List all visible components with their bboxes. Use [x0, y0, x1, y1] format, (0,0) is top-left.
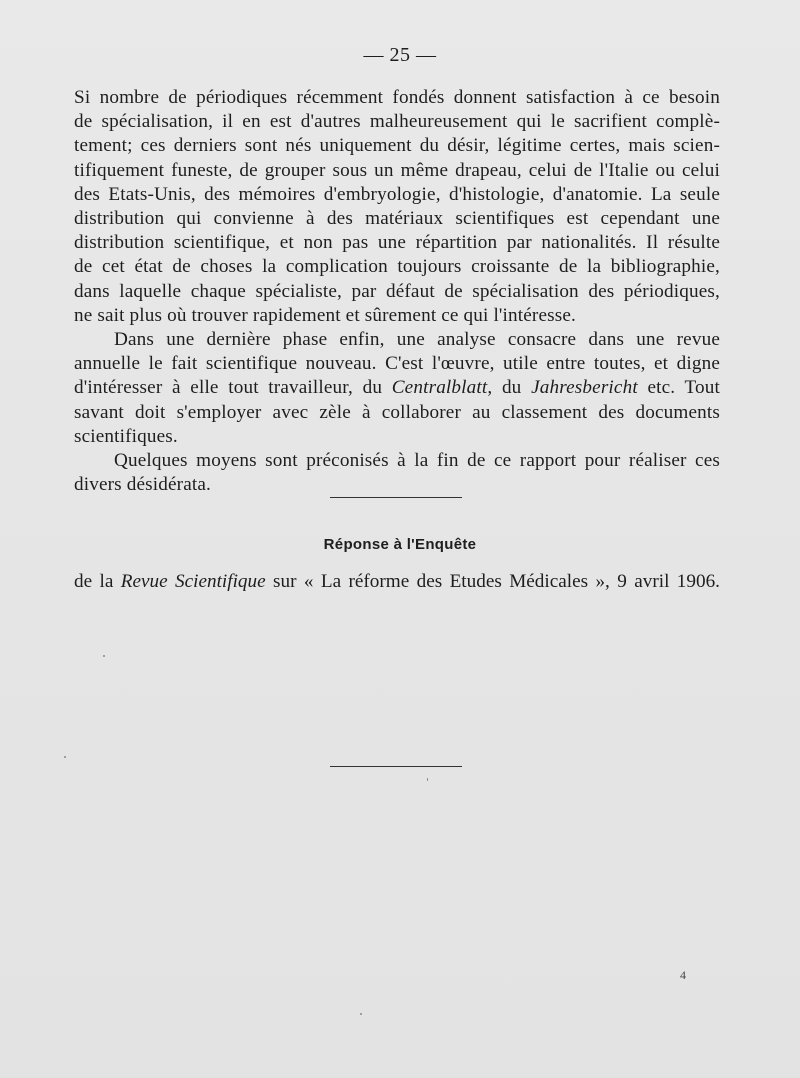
section-subheading [74, 570, 720, 594]
text-line: distribution qui convienne à des matériaux scientifiques est cependant une [74, 208, 720, 230]
text-line: Si nombre de périodiques récemment fondés donnent satisfaction à ce besoin [74, 87, 720, 108]
paper-speck [427, 778, 428, 781]
journal-name: Jahresbericht [531, 377, 638, 399]
subheading-prefix: de la [74, 571, 121, 592]
text-line: tifiquement funeste, de grouper sous un même drapeau, celui de l'Italie ou celui [74, 159, 720, 181]
journal-name: Centralblatt [391, 377, 488, 399]
paragraph-3 [74, 449, 720, 497]
body-text [74, 86, 720, 497]
text-line: de cet état de choses la complication toujours croissante de la bibliographie, [74, 256, 720, 278]
section-divider [330, 497, 462, 498]
paragraph-1 [74, 86, 720, 328]
text-line: d'intéresser à elle tout travailleur, du Centralblatt, du Jahresbericht etc. Tout [74, 377, 720, 399]
line-text: annuelle le fait scientifique nouveau. C'est l'œuvre, utile entre toutes, et digne [74, 353, 720, 375]
text-line: dans laquelle chaque spécialiste, par défaut de spécialisation des périodiques, [74, 280, 720, 302]
paragraph-2 [74, 328, 720, 449]
section-heading: Réponse à l'Enquête [323, 536, 477, 553]
paper-speck [103, 655, 105, 657]
text-line: savant doit s'employer avec zèle à collaborer au classement des documents [74, 401, 720, 423]
subheading-suffix: sur « La réforme des Etudes Médicales », 9 avril 1906. [265, 571, 720, 592]
text-line: distribution scientifique, et non pas une répartition par nationalités. Il résulte [74, 232, 720, 254]
text-line: des Etats-Unis, des mémoires d'embryologie, d'histologie, d'anatomie. La seule [74, 183, 720, 205]
text-line: divers désidérata. [74, 474, 211, 496]
paper-speck [64, 756, 66, 758]
text-line: Dans une dernière phase enfin, une analyse consacre dans une revue [114, 329, 720, 351]
corner-mark: 4 [680, 968, 686, 982]
text-line: Quelques moyens sont préconisés à la fin de ce rapport pour réaliser ces [114, 450, 720, 472]
text-line: tement; ces derniers sont nés uniquement du désir, légitime certes, mais scien- [74, 135, 720, 157]
closing-divider [330, 766, 462, 767]
text-line: scientifiques. [74, 425, 178, 447]
text-line: ne sait plus où trouver rapidement et sûrement ce qui l'intéresse. [74, 304, 576, 326]
journal-title: Revue Scientifique [120, 571, 266, 592]
text-line [74, 352, 720, 376]
paper-speck [360, 1013, 362, 1015]
text-line: de spécialisation, il en est d'autres malheureusement qui le sacrifient complè- [74, 111, 720, 133]
page-number: — 25 — [363, 44, 437, 66]
